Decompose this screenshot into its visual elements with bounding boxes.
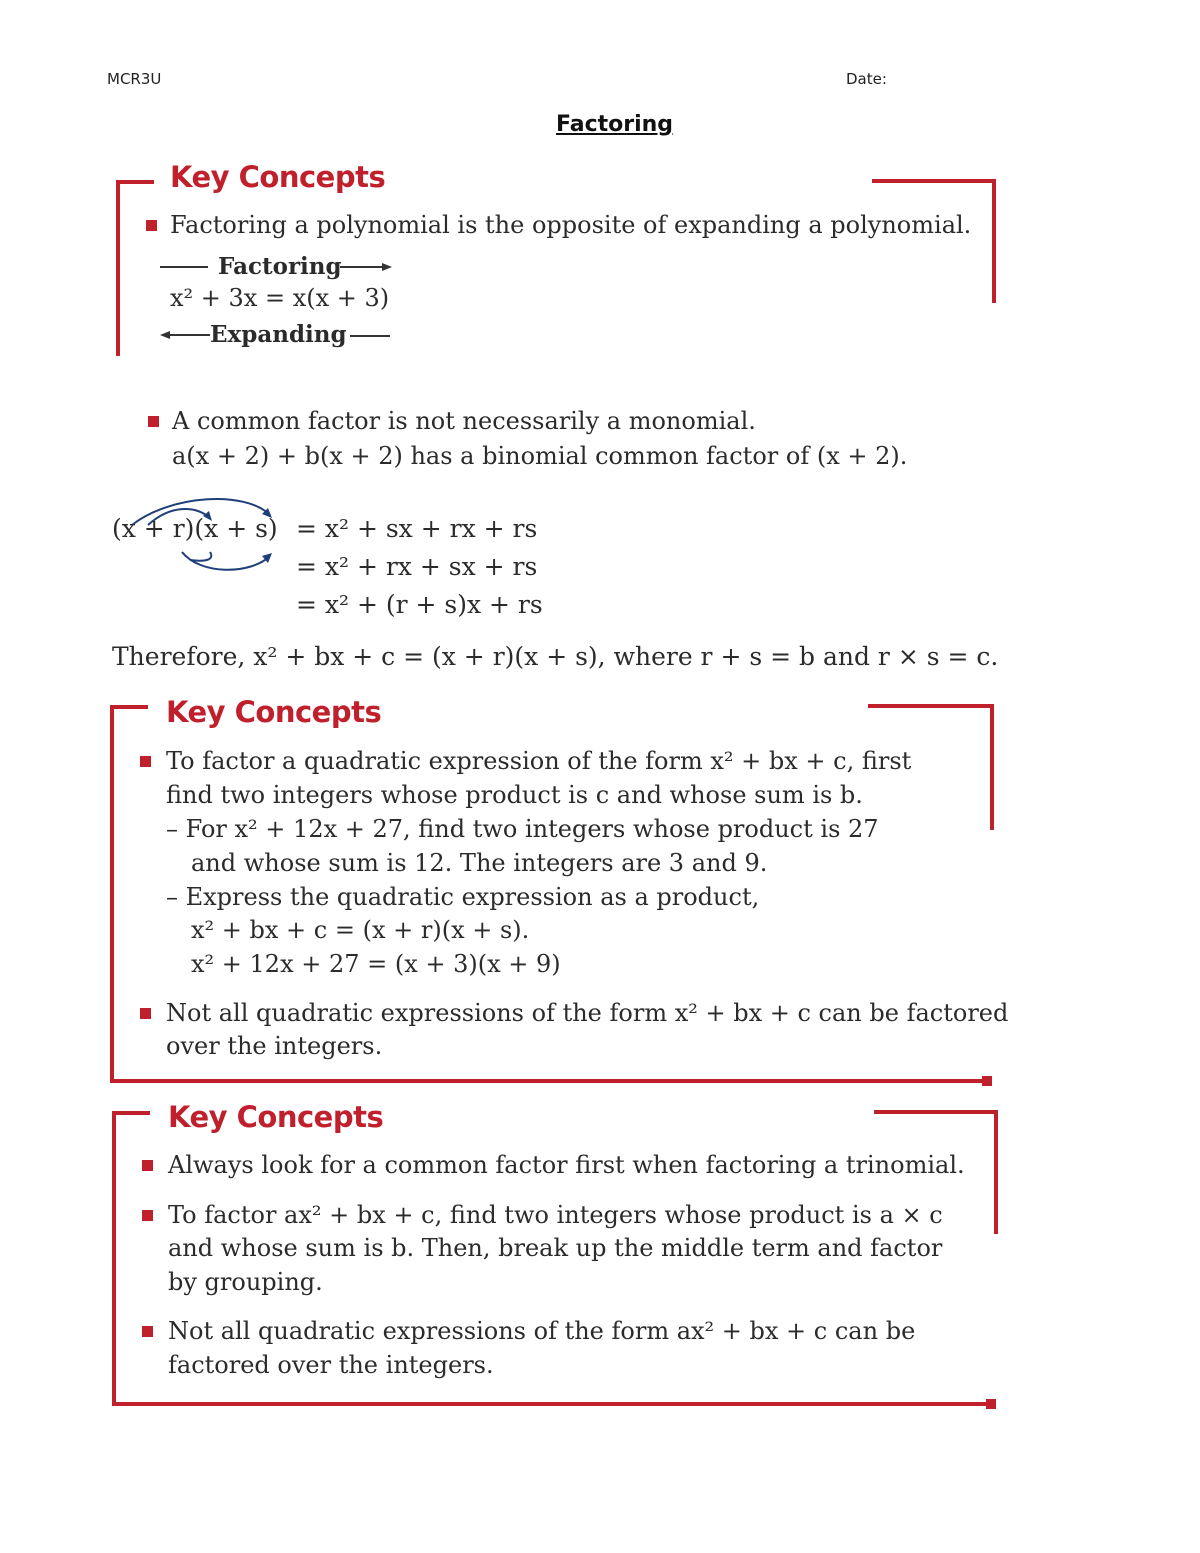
box2-sub2-line1: – Express the quadratic expression as a product, xyxy=(166,883,760,911)
bullet-marker xyxy=(140,756,151,767)
box3-bullet2-line3: by grouping. xyxy=(168,1268,323,1296)
box3-bullet2-line2: and whose sum is b. Then, break up the middle term and factor xyxy=(168,1234,943,1262)
page-title: Factoring xyxy=(556,112,674,137)
box3-bullet2-line1: To factor ax² + bx + c, find two integers whose product is a × c xyxy=(168,1201,943,1229)
box2-right-rule xyxy=(990,704,994,830)
box3-bullet3-line1: Not all quadratic expressions of the form ax² + bx + c can be xyxy=(168,1317,916,1345)
box3-heading: Key Concepts xyxy=(168,1100,384,1134)
common-factor-line2: a(x + 2) + b(x + 2) has a binomial common factor of (x + 2). xyxy=(172,442,908,470)
expansion-line3: = x² + (r + s)x + rs xyxy=(296,590,543,619)
course-code: MCR3U xyxy=(107,70,162,88)
expanding-label: Expanding xyxy=(210,321,347,348)
bullet-marker xyxy=(142,1210,153,1221)
expanding-arrow-line-right xyxy=(350,335,390,337)
bullet-marker xyxy=(140,1008,151,1019)
factoring-label: Factoring xyxy=(218,253,342,280)
box1-left-rule xyxy=(116,180,120,356)
box2-sub2-line3: x² + 12x + 27 = (x + 3)(x + 9) xyxy=(191,950,561,978)
therefore-statement: Therefore, x² + bx + c = (x + r)(x + s), where r + s = b and r × s = c. xyxy=(112,642,999,671)
box2-bullet2-line2: over the integers. xyxy=(166,1032,383,1060)
box2-bullet1-line2: find two integers whose product is c and whose sum is b. xyxy=(166,781,863,809)
box2-sub1-line2: and whose sum is 12. The integers are 3 and 9. xyxy=(191,849,768,877)
common-factor-line1: A common factor is not necessarily a monomial. xyxy=(172,407,756,435)
box3-right-rule xyxy=(994,1110,998,1234)
bullet-marker xyxy=(142,1326,153,1337)
box2-end-marker xyxy=(982,1076,992,1086)
date-label: Date: xyxy=(846,70,887,88)
factoring-arrow-icon xyxy=(340,259,394,275)
box3-bottom-rule xyxy=(112,1402,992,1406)
box3-end-marker xyxy=(986,1399,996,1409)
bullet-marker xyxy=(146,220,157,231)
expansion-line1: = x² + sx + rx + rs xyxy=(296,514,538,543)
box3-top-left-rule xyxy=(112,1111,150,1115)
box1-right-rule xyxy=(992,179,996,303)
box1-top-left-rule xyxy=(116,180,154,184)
box1-heading: Key Concepts xyxy=(170,160,386,194)
bullet-marker xyxy=(142,1160,153,1171)
box3-left-rule xyxy=(112,1111,116,1405)
box2-top-left-rule xyxy=(110,705,148,709)
factoring-equation: x² + 3x = x(x + 3) xyxy=(170,284,390,312)
factoring-arrow-line-left xyxy=(160,266,208,268)
box2-bullet2-line1: Not all quadratic expressions of the form x² + bx + c can be factored xyxy=(166,999,1009,1027)
box2-bullet1-line1: To factor a quadratic expression of the form x² + bx + c, first xyxy=(166,747,912,775)
box3-bullet3-line2: factored over the integers. xyxy=(168,1351,494,1379)
expanding-arrow-icon xyxy=(160,327,210,343)
box2-sub1-line1: – For x² + 12x + 27, find two integers whose product is 27 xyxy=(166,815,879,843)
box3-top-right-rule xyxy=(874,1110,998,1114)
box1-top-right-rule xyxy=(872,179,996,183)
box2-left-rule xyxy=(110,705,114,1083)
box2-heading: Key Concepts xyxy=(166,695,382,729)
expansion-line2: = x² + rx + sx + rs xyxy=(296,552,538,581)
box2-top-right-rule xyxy=(868,704,994,708)
box2-bottom-rule xyxy=(110,1079,988,1083)
bullet-marker xyxy=(148,416,159,427)
box2-sub2-line2: x² + bx + c = (x + r)(x + s). xyxy=(191,916,530,944)
box3-bullet1: Always look for a common factor first when factoring a trinomial. xyxy=(168,1151,965,1179)
expansion-lhs: (x + r)(x + s) xyxy=(112,514,278,543)
box1-bullet1-text: Factoring a polynomial is the opposite of expanding a polynomial. xyxy=(170,211,972,239)
